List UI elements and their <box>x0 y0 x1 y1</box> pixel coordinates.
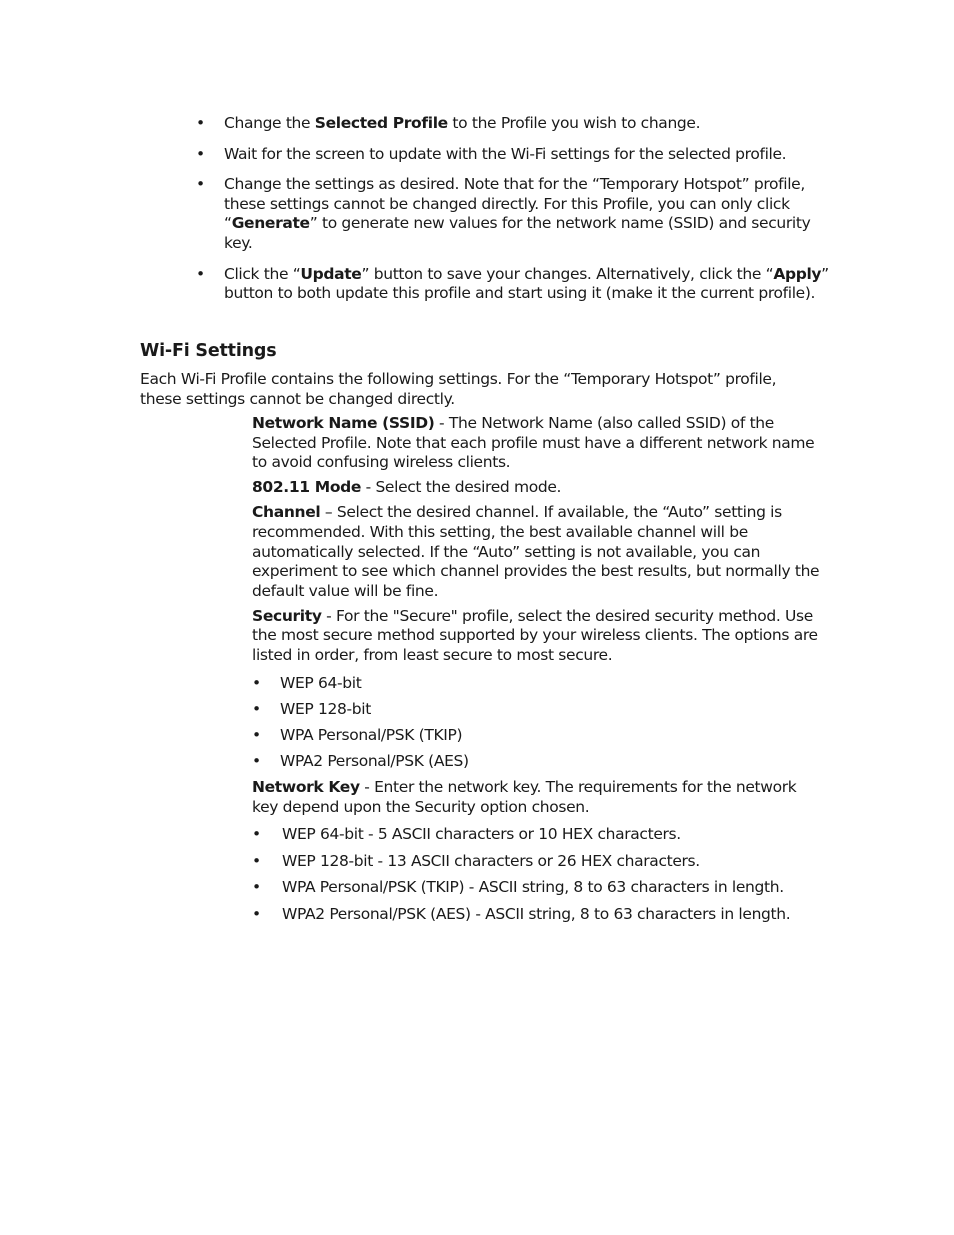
bullet-icon: • <box>252 878 261 897</box>
section-intro: Each Wi-Fi Profile contains the following settings. For the “Temporary Hotspot” profile, these settings cannot be changed directly. <box>140 370 777 408</box>
definition-term: 802.11 Mode <box>252 478 362 497</box>
channel-definition <box>252 503 827 601</box>
option-text: WPA Personal/PSK (TKIP) <box>280 725 463 744</box>
option-text: WEP 64-bit <box>280 673 362 692</box>
list-item <box>196 145 836 165</box>
requirement-text: WPA Personal/PSK (TKIP) - ASCII string, 8 to 63 characters in length. <box>282 878 784 897</box>
list-item <box>252 905 827 925</box>
list-item <box>196 114 836 134</box>
list-item <box>252 878 827 898</box>
bullet-icon: • <box>252 699 261 718</box>
requirement-text: WPA2 Personal/PSK (AES) - ASCII string, 8 to 63 characters in length. <box>282 904 791 923</box>
item-text: Wait for the screen to update with the Wi-Fi settings for the selected profile. <box>224 144 787 163</box>
definition-term: Network Name (SSID) <box>252 414 435 432</box>
list-item <box>196 175 836 253</box>
definition-text: – Select the desired channel. If available, the “Auto” setting is recommended. With this setting, the best available channel will be automatically selected. If the “Auto” setting is not available, you can experiment to see which channel provides the best results, but normally the default value will be fine. <box>252 503 820 600</box>
definition-text: - Select the desired mode. <box>361 478 562 497</box>
item-text: Change the <box>224 114 315 132</box>
update-term: Update <box>300 264 362 283</box>
network-key-definition <box>252 778 827 817</box>
list-item <box>252 752 827 772</box>
bullet-icon: • <box>196 264 205 283</box>
item-text: Change the settings as desired. Note that for the “Temporary Hotspot” profile, these settings cannot be changed directly. For this Profile, you can only click “ <box>224 175 805 233</box>
requirement-text: WEP 64-bit - 5 ASCII characters or 10 HEX characters. <box>282 825 681 844</box>
list-item <box>252 852 827 872</box>
list-item <box>252 825 827 845</box>
selected-profile-term: Selected Profile <box>314 114 448 132</box>
option-text: WPA2 Personal/PSK (AES) <box>280 751 469 770</box>
network-name-definition <box>252 414 827 473</box>
bullet-icon: • <box>252 825 261 844</box>
bullet-icon: • <box>252 851 261 870</box>
item-text: ” to generate new values for the network name (SSID) and security key. <box>224 214 811 252</box>
definition-term: Network Key <box>252 778 360 796</box>
settings-definitions <box>252 414 827 932</box>
list-item <box>252 674 827 694</box>
option-text: WEP 128-bit <box>280 699 371 718</box>
item-text: Click the “ <box>224 264 301 283</box>
bullet-icon: • <box>252 751 261 770</box>
section-heading: Wi-Fi Settings <box>140 341 277 361</box>
bullet-icon: • <box>252 904 261 923</box>
definition-text: - The Network Name (also called SSID) of the Selected Profile. Note that each profile must have a different network name to avoid confusing wireless clients. <box>252 414 815 472</box>
item-text: ” button to save your changes. Alternatively, click the “ <box>361 264 774 283</box>
definition-term: Security <box>252 606 322 625</box>
key-requirements-list <box>252 825 827 924</box>
security-options-list <box>252 674 827 772</box>
list-item <box>252 700 827 720</box>
definition-text: - Enter the network key. The requirements for the network key depend upon the Security option chosen. <box>252 778 797 816</box>
bullet-icon: • <box>252 673 261 692</box>
item-text: to the Profile you wish to change. <box>447 114 701 132</box>
bullet-icon: • <box>252 725 261 744</box>
apply-term: Apply <box>773 264 822 283</box>
requirement-text: WEP 128-bit - 13 ASCII characters or 26 HEX characters. <box>282 851 700 870</box>
mode-definition <box>252 478 827 498</box>
definition-term: Channel <box>252 503 321 522</box>
bullet-icon: • <box>196 144 205 163</box>
list-item <box>196 265 836 304</box>
definition-text: - For the "Secure" profile, select the desired security method. Use the most secure method supported by your wireless clients. The options are listed in order, from least secure to most secure. <box>252 606 818 665</box>
instruction-list <box>196 114 836 315</box>
security-definition <box>252 607 827 666</box>
generate-term: Generate <box>231 214 310 233</box>
list-item <box>252 726 827 746</box>
bullet-icon: • <box>196 114 205 132</box>
bullet-icon: • <box>196 175 205 194</box>
item-text: ” button to both update this profile and start using it (make it the current profile). <box>224 264 829 303</box>
